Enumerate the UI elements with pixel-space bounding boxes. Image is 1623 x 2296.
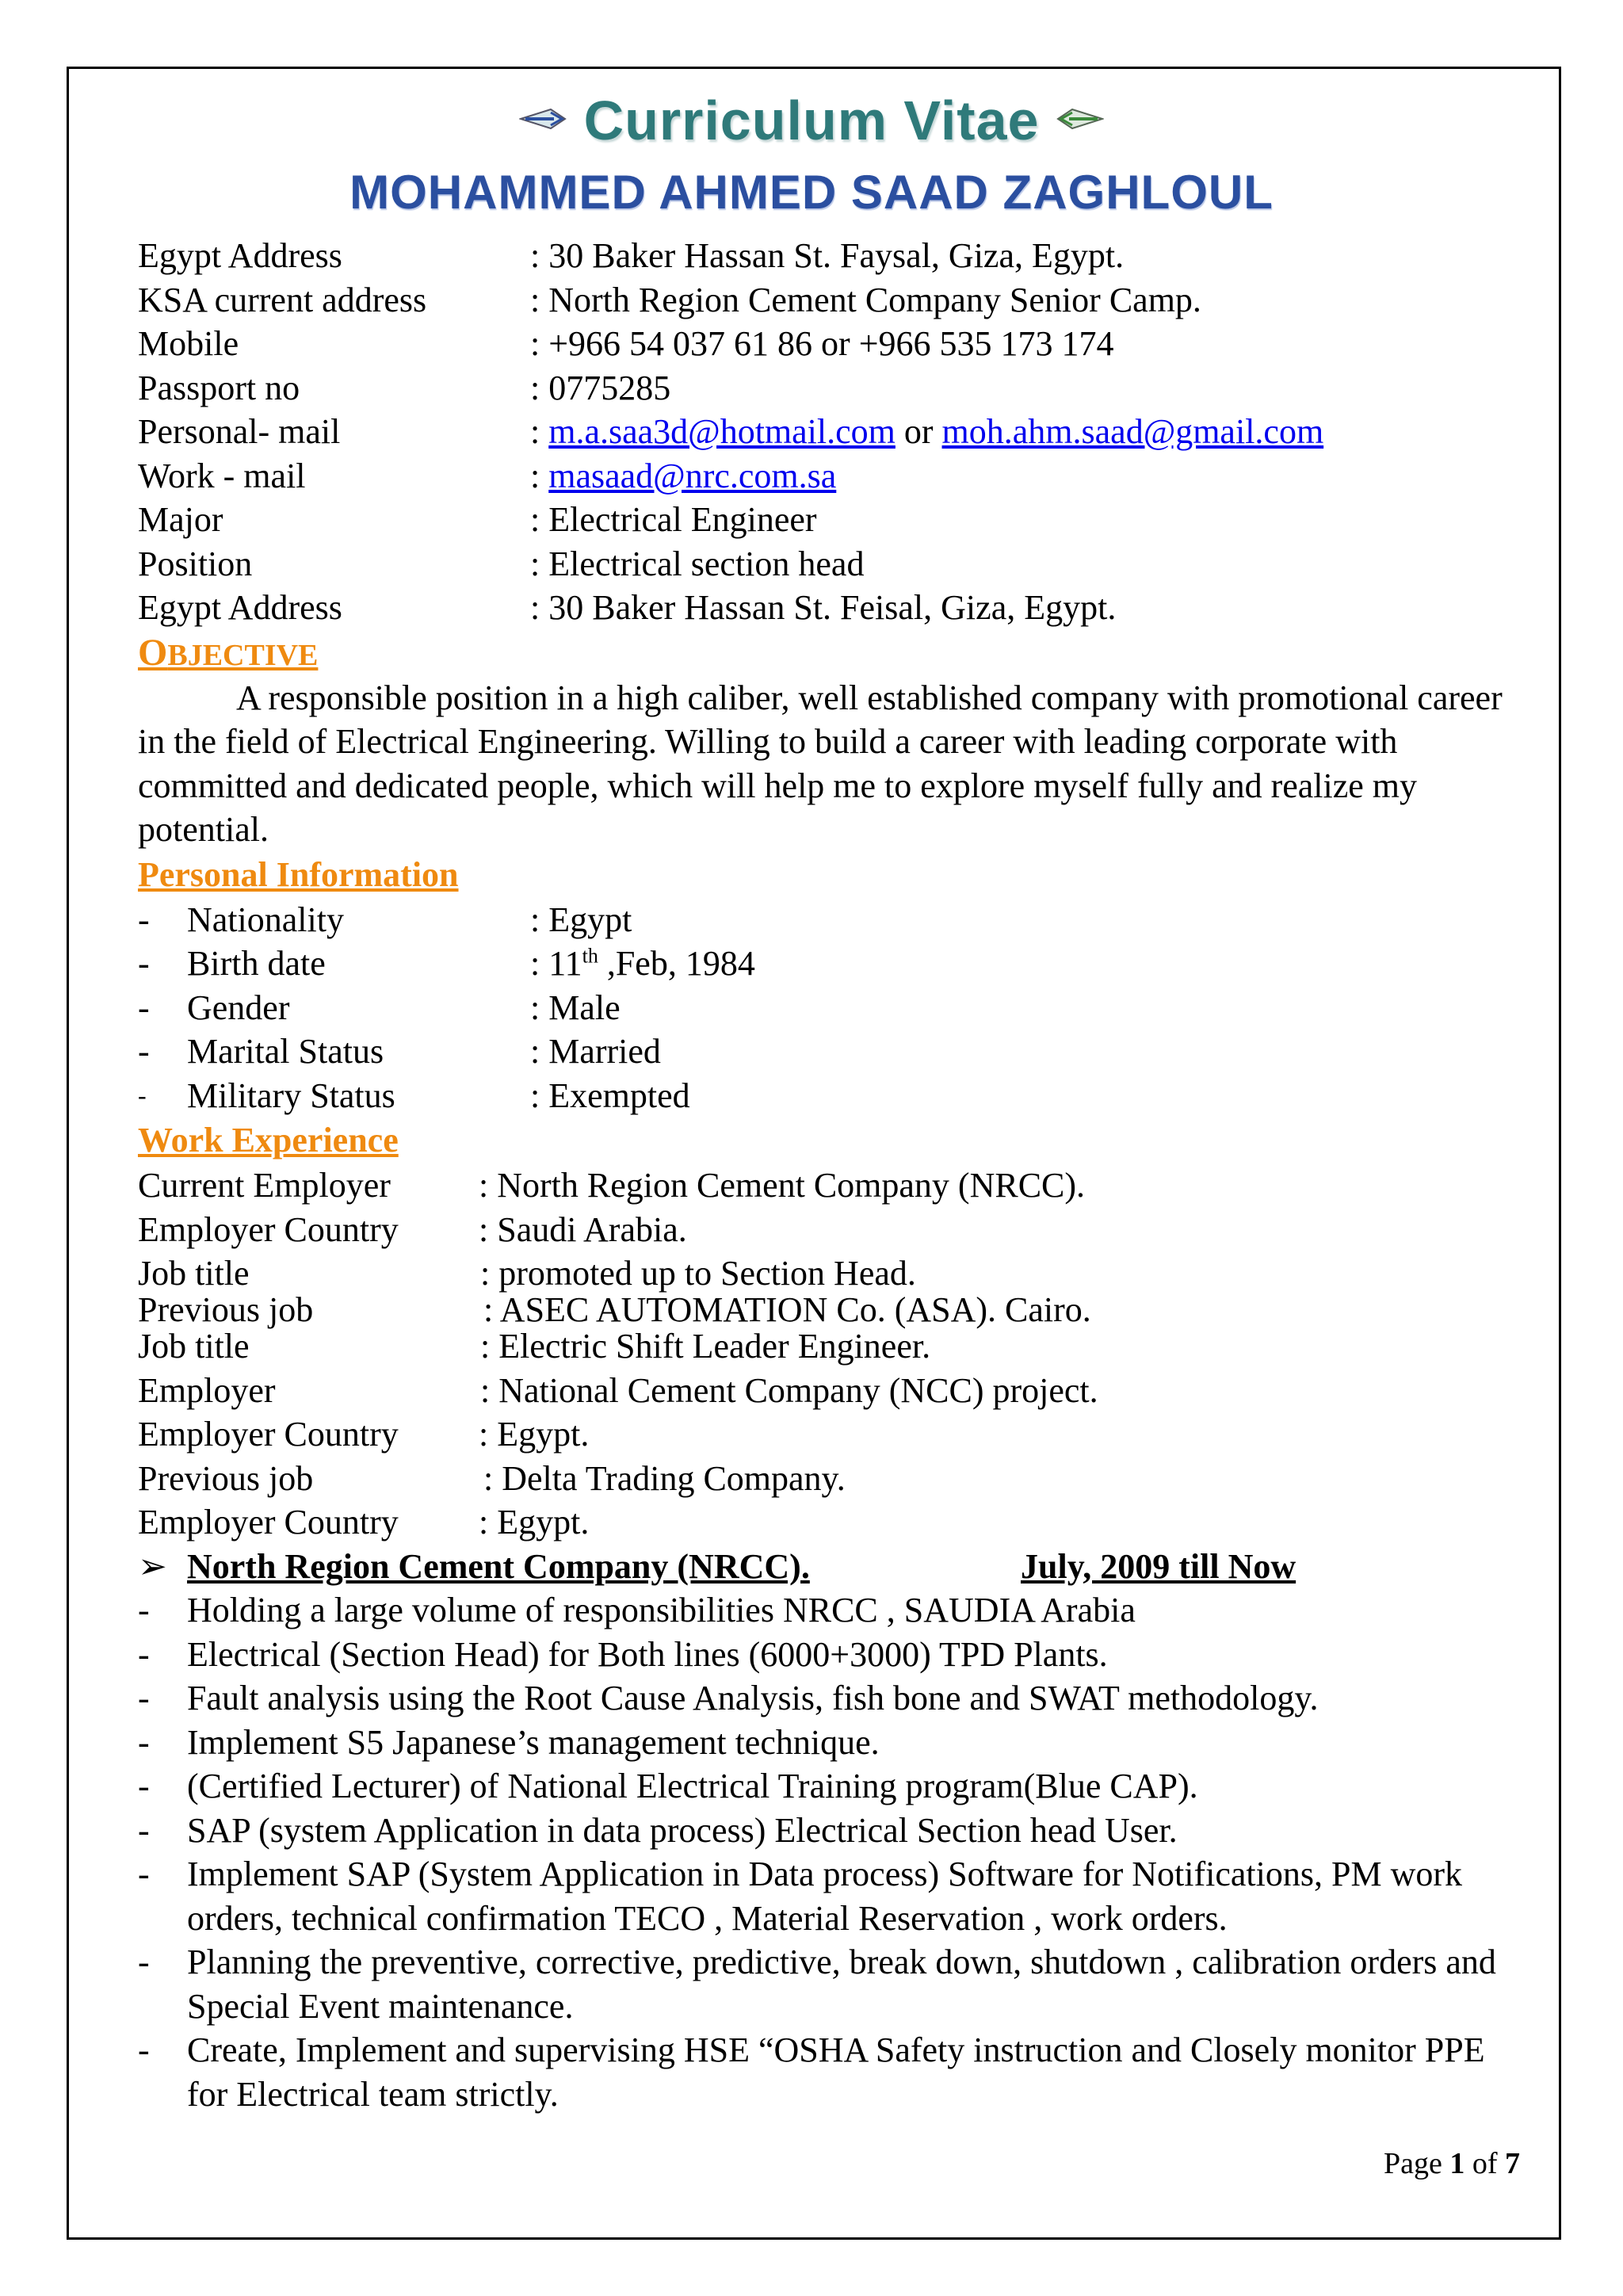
work-experience-row — [138, 1251, 1517, 1293]
duty-item — [138, 1852, 1517, 1940]
personal-info-heading: Personal Information — [138, 854, 459, 894]
contact-row — [138, 278, 1517, 323]
duty-item — [138, 1676, 1517, 1721]
page-current: 1 — [1449, 2147, 1465, 2180]
work-experience-row — [138, 1500, 1517, 1545]
work-mail-value — [530, 454, 836, 499]
personal-info-label: Marital Status — [187, 1032, 384, 1071]
duty-text: (Certified Lecturer) of National Electrical Training program(Blue CAP). — [187, 1767, 1198, 1805]
contact-row — [138, 542, 1517, 586]
or-text: or — [895, 412, 942, 451]
objective-heading-rest: BJECTIVE — [167, 638, 319, 672]
dash-bullet: - — [138, 1591, 150, 1629]
contact-section-2 — [138, 498, 1517, 630]
personal-info-value: : 11th ,Feb, 1984 — [530, 944, 755, 983]
personal-mail-row — [138, 410, 1517, 454]
cv-title-text: Curriculum Vitae — [583, 90, 1040, 151]
colon: : — [530, 456, 549, 495]
work-experience-row — [138, 1412, 1517, 1457]
contact-row — [138, 322, 1517, 366]
contact-value: : North Region Cement Company Senior Camp. — [530, 280, 1201, 319]
personal-info-label: Nationality — [187, 900, 344, 939]
dash-bullet: - — [138, 1810, 150, 1850]
dash-bullet: - — [138, 900, 150, 939]
colon: : — [530, 412, 549, 451]
work-experience-value: : North Region Cement Company (NRCC). — [479, 1166, 1086, 1205]
personal-mail-label: Personal- mail — [138, 412, 341, 451]
work-experience-label: Employer Country — [138, 1415, 399, 1454]
dash-bullet: - — [138, 1943, 150, 1981]
work-experience-label: Current Employer — [138, 1166, 391, 1205]
dash-bullet: - — [138, 944, 150, 983]
duty-text: Holding a large volume of responsibilities NRCC , SAUDIA Arabia — [187, 1591, 1136, 1629]
contact-row — [138, 498, 1517, 542]
work-experience-label: Job title — [138, 1254, 250, 1293]
dash-bullet: - — [138, 1722, 150, 1762]
dash-bullet: - — [138, 1080, 147, 1110]
candidate-name-text: MOHAMMED AHMED SAAD ZAGHLOUL — [349, 166, 1274, 219]
work-experience-value: : Electric Shift Leader Engineer. — [480, 1327, 931, 1366]
cv-body — [138, 234, 1517, 2116]
dash-bullet: - — [138, 1679, 150, 1717]
work-mail-label: Work - mail — [138, 456, 306, 495]
personal-info-row — [138, 1074, 1517, 1118]
contact-row — [138, 234, 1517, 278]
duty-item — [138, 2028, 1517, 2116]
duty-item — [138, 1809, 1517, 1853]
personal-mail-value — [530, 410, 1323, 454]
contact-label: Egypt Address — [138, 588, 342, 627]
work-experience-value: : Egypt. — [479, 1503, 590, 1541]
objective-text: A responsible position in a high caliber, well established company with promotional career in the field of Electrical Engineering. Willing to build a career with leading corporate with committed and dedicated people, which will help me to explore myself fully and realize my potential. — [138, 678, 1503, 849]
duty-text: Implement S5 Japanese’s management technique. — [187, 1722, 880, 1762]
duty-item — [138, 1721, 1517, 1765]
duty-text: Electrical (Section Head) for Both lines (6000+3000) TPD Plants. — [187, 1634, 1108, 1674]
job-heading — [138, 1545, 1517, 1589]
dash-bullet: - — [138, 1767, 150, 1805]
personal-info-label: Birth date — [187, 944, 326, 983]
personal-email-link-1[interactable]: m.a.saa3d@hotmail.com — [548, 412, 896, 451]
duty-text: SAP (system Application in data process) Electrical Section head User. — [187, 1810, 1178, 1850]
duty-item — [138, 1764, 1517, 1809]
of-word: of — [1465, 2147, 1505, 2180]
work-experience-label: Employer Country — [138, 1209, 399, 1249]
work-experience-value: : ASEC AUTOMATION Co. (ASA). Cairo. — [483, 1290, 1091, 1329]
contact-label: Egypt Address — [138, 236, 342, 275]
cv-title — [0, 89, 1623, 165]
work-experience-value: : Delta Trading Company. — [483, 1458, 846, 1498]
personal-info-row — [138, 986, 1517, 1030]
personal-info-value: : Married — [530, 1032, 661, 1071]
work-experience-value: : National Cement Company (NCC) project. — [480, 1370, 1098, 1410]
duty-item — [138, 1940, 1517, 2028]
pencil-arrow-left-icon — [1056, 103, 1104, 139]
personal-info-row — [138, 942, 1517, 986]
duty-text: Create, Implement and supervising HSE “OSHA Safety instruction and Closely monitor PPE for Electrical team strictly. — [187, 2030, 1485, 2114]
contact-value: : Electrical section head — [530, 544, 865, 583]
dash-bullet: - — [138, 988, 150, 1027]
work-experience-row — [138, 1457, 1517, 1501]
personal-info-value: : Exempted — [530, 1075, 690, 1115]
work-experience-label: Employer Country — [138, 1503, 399, 1541]
ordinal-suffix: th — [582, 944, 598, 968]
work-experience-list — [138, 1163, 1517, 1545]
duty-text: Planning the preventive, corrective, predictive, break down, shutdown , calibration orders and Special Event maintenance. — [187, 1943, 1496, 2026]
work-experience-row — [138, 1288, 1517, 1329]
contact-label: KSA current address — [138, 280, 427, 319]
contact-value: : 30 Baker Hassan St. Faysal, Giza, Egypt. — [530, 236, 1125, 275]
contact-label: Mobile — [138, 324, 239, 363]
work-experience-value: : Saudi Arabia. — [479, 1209, 687, 1249]
contact-label: Major — [138, 500, 223, 539]
pencil-arrow-right-icon — [519, 103, 567, 139]
page-total: 7 — [1505, 2147, 1520, 2180]
personal-info-value: : Male — [530, 988, 621, 1027]
personal-info-label: Military Status — [187, 1075, 395, 1115]
work-email-link[interactable]: masaad@nrc.com.sa — [548, 456, 837, 495]
work-mail-row — [138, 454, 1517, 499]
job-date: July, 2009 till Now — [1021, 1546, 1296, 1586]
candidate-name — [0, 165, 1623, 228]
contact-row — [138, 586, 1517, 630]
contact-row — [138, 366, 1517, 411]
contact-value: : 0775285 — [530, 368, 671, 407]
work-experience-row — [138, 1369, 1517, 1413]
dash-bullet: - — [138, 1032, 150, 1071]
page-number — [1384, 2146, 1520, 2181]
contact-label: Position — [138, 544, 253, 583]
personal-info-list — [138, 898, 1517, 1118]
contact-label: Passport no — [138, 368, 300, 407]
work-experience-value: : Egypt. — [479, 1415, 590, 1454]
work-experience-row — [138, 1208, 1517, 1252]
objective-heading — [138, 630, 1517, 676]
duty-item — [138, 1588, 1517, 1633]
work-experience-label: Employer — [138, 1370, 276, 1410]
work-experience-label: Previous job — [138, 1458, 314, 1498]
personal-info-row — [138, 898, 1517, 942]
personal-info-row — [138, 1030, 1517, 1074]
work-experience-label: Job title — [138, 1327, 250, 1366]
dash-bullet: - — [138, 2030, 150, 2069]
work-experience-value: : promoted up to Section Head. — [480, 1254, 916, 1293]
page-word: Page — [1383, 2147, 1450, 2180]
work-experience-row — [138, 1163, 1517, 1208]
duty-text: Implement SAP (System Application in Data process) Software for Notifications, PM work orders, technical confirmation TECO , Material Reservation , work orders. — [187, 1855, 1463, 1938]
arrow-bullet-icon: ➢ — [138, 1546, 167, 1586]
contact-value: : 30 Baker Hassan St. Feisal, Giza, Egypt. — [530, 588, 1117, 627]
work-experience-row — [138, 1324, 1517, 1369]
contact-value: : Electrical Engineer — [530, 500, 817, 539]
personal-info-value: : Egypt — [530, 900, 632, 939]
dash-bullet: - — [138, 1855, 150, 1893]
job-company: North Region Cement Company (NRCC). — [187, 1546, 810, 1586]
contact-section — [138, 234, 1517, 410]
objective-heading-cap: O — [138, 631, 168, 674]
work-experience-label: Previous job — [138, 1290, 314, 1329]
personal-info-label: Gender — [187, 988, 290, 1027]
work-experience-heading: Work Experience — [138, 1121, 399, 1159]
contact-value: : +966 54 037 61 86 or +966 535 173 174 — [530, 324, 1114, 363]
duty-text: Fault analysis using the Root Cause Analysis, fish bone and SWAT methodology. — [187, 1679, 1319, 1717]
dash-bullet: - — [138, 1634, 150, 1674]
job-duties-list — [138, 1588, 1517, 2116]
personal-email-link-2[interactable]: moh.ahm.saad@gmail.com — [941, 412, 1324, 451]
duty-item — [138, 1633, 1517, 1677]
